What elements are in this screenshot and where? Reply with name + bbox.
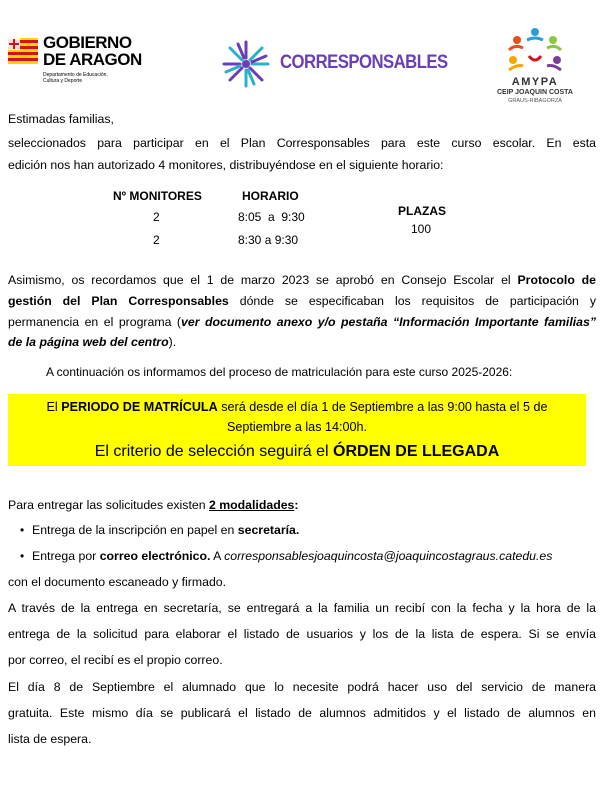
gobierno-department — [43, 72, 133, 84]
corresponsables-wordmark: CORRESPONSABLES — [280, 52, 448, 73]
ampa-town: GRAUS-RIBAGORZA — [508, 98, 562, 104]
bullet-icon: • — [20, 549, 25, 563]
modalities-intro-a: Para entregar las solicitudes existen — [8, 498, 209, 512]
protocol-line4 — [8, 335, 596, 349]
protocol-l2a: gestión del Plan Corresponsables — [8, 294, 229, 308]
modalities-intro — [8, 498, 596, 512]
protocol-l4b: ). — [168, 335, 177, 349]
bullet-text-email — [32, 549, 552, 563]
highlight-l1c: será desde el día 1 de Septiembre a las 9:00 hasta el 5 de — [217, 400, 548, 414]
bullet-text-paper — [32, 523, 299, 537]
row1-monitores: 2 — [153, 210, 160, 224]
bullet-icon: • — [20, 523, 25, 537]
header-horario: HORARIO — [242, 189, 299, 203]
b2a: Entrega por — [32, 549, 100, 563]
process-intro: A continuación os informamos del proceso de matriculación para este curso 2025-2026: — [46, 365, 513, 379]
highlight-l3b: ÓRDEN DE LLEGADA — [333, 443, 500, 460]
header-plazas: PLAZAS — [398, 204, 446, 218]
b2b: correo electrónico. — [99, 549, 211, 563]
intro-line1: seleccionados para participar en el Plan Corresponsables para este curso escolar. En esta — [8, 136, 596, 150]
closing-p2-line3: lista de espera. — [8, 732, 92, 746]
header-monitores: Nº MONITORES — [113, 189, 202, 203]
enrollment-highlight-box — [8, 394, 586, 466]
highlight-l1a: El — [46, 400, 62, 414]
protocol-l3b: ver documento anexo y/o pestaña “Información Importante familias” — [181, 315, 596, 329]
ampa-name: AMYPA — [511, 76, 559, 88]
closing-p2-line1: El día 8 de Septiembre el alumnado que lo necesite podrá hacer uso del servicio de manera — [8, 680, 596, 694]
b1a: Entrega de la inscripción en papel en — [32, 523, 238, 537]
row2-horario: 8:30 a 9:30 — [238, 233, 299, 247]
modalities-intro-c: : — [294, 498, 299, 512]
protocol-line3 — [8, 315, 596, 329]
protocol-l4a: de la página web del centro — [8, 335, 169, 349]
gobierno-aragon-logo — [8, 34, 158, 84]
greeting: Estimadas familias, — [8, 112, 114, 126]
protocol-l3a: permanencia en el programa ( — [8, 315, 182, 329]
ampa-logo — [485, 26, 585, 116]
highlight-line1 — [8, 400, 586, 414]
modalities-intro-b: 2 modalidades — [208, 498, 295, 512]
highlight-line3 — [8, 443, 586, 461]
protocol-l1a: Asimismo, os recordamos que el 1 de marzo 2023 se aprobó en Consejo Escolar el — [8, 273, 518, 287]
ampa-school: CEIP JOAQUIN COSTA — [497, 89, 573, 96]
intro-line2: edición nos han autorizado 4 monitores, distribuyéndose en el siguiente horario: — [8, 158, 444, 172]
highlight-line2: Septiembre a las 14:00h. — [226, 420, 368, 434]
b1b: secretaría. — [237, 523, 300, 537]
highlight-l3a: El criterio de selección seguirá el — [94, 443, 334, 460]
protocol-line2 — [8, 294, 596, 308]
corresponsables-star-icon — [220, 38, 272, 90]
closing-p2-line2: gratuita. Este mismo día se publicará el listado de alumnos admitidos y el listado de alumnos en — [8, 706, 596, 720]
email-link[interactable]: corresponsablesjoaquincosta@joaquincostagraus.catedu.es — [224, 549, 553, 563]
protocol-line1 — [8, 273, 596, 287]
ampa-people-icon — [505, 26, 565, 72]
protocol-l2b: dónde se especificaban los requisitos de participación y — [228, 294, 596, 308]
aragon-flag-icon — [8, 38, 38, 64]
highlight-l1b: PERIODO DE MATRÍCULA — [61, 400, 218, 414]
closing-p1-line2: entrega de la solicitud para elaborar el listado de usuarios y los de la lista de espera. Si se envía — [8, 627, 596, 641]
row1-horario: 8:05 a 9:30 — [238, 210, 305, 224]
gobierno-line1: GOBIERNO — [43, 33, 132, 52]
closing-p1-line1: A través de la entrega en secretaría, se entregará a la familia un recibí con la fecha y la hora de la — [8, 601, 596, 615]
gobierno-line2: DE ARAGON — [43, 50, 142, 69]
closing-p1-line3: por correo, el recibí es el propio correo. — [8, 653, 223, 667]
protocol-l1b: Protocolo de — [517, 273, 596, 287]
modalities-continuation: con el documento escaneado y firmado. — [8, 575, 227, 589]
plazas-value: 100 — [411, 222, 432, 236]
row2-monitores: 2 — [153, 233, 160, 247]
dept-line1: Departamento de Educación, — [43, 72, 108, 78]
dept-line2: Cultura y Deporte — [43, 78, 83, 84]
corresponsables-logo — [220, 38, 448, 88]
b2c: A — [210, 549, 225, 563]
